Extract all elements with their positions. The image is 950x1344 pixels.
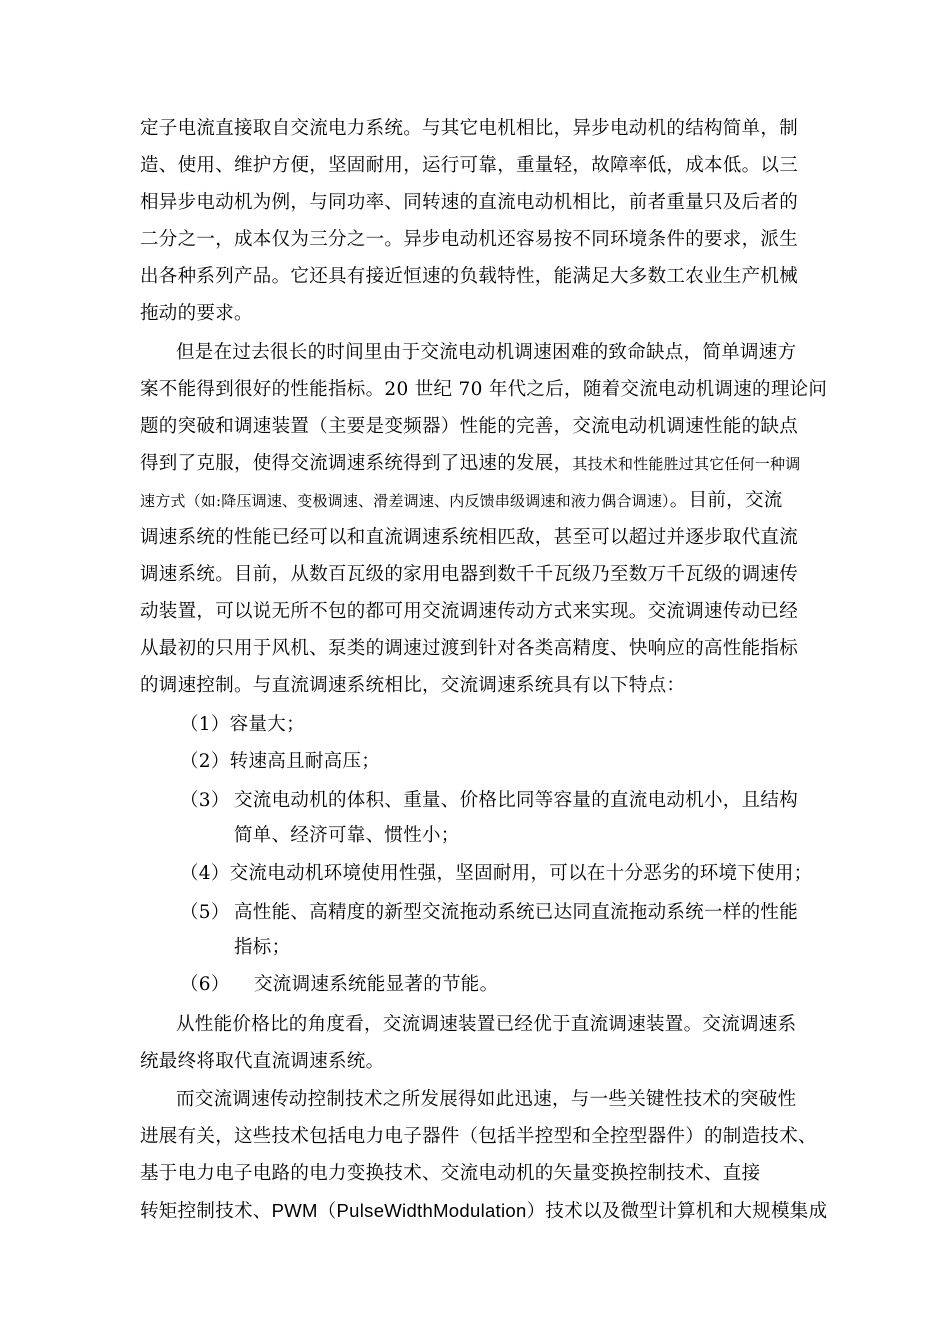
paragraph-2-line-1: 但是在过去很长的时间里由于交流电动机调速困难的致命缺点，简单调速方: [176, 342, 797, 363]
paragraph-2-line-6: 调速系统的性能已经可以和直流调速系统相匹敌，甚至可以超过并逐步取代直流: [140, 527, 799, 548]
feature-item-3-line-1: 交流电动机的体积、重量、价格比同等容量的直流电动机小，且结构: [234, 790, 799, 811]
paragraph-2-line-2: 案不能得到很好的性能指标。20 世纪 70 年代之后，随着交流电动机调速的理论问: [140, 379, 828, 400]
paragraph-3-line-2: 统最终将取代直流调速系统。: [140, 1051, 385, 1072]
paragraph-4-line-4: [140, 1196, 827, 1226]
feature-item-6-text: 交流调速系统能显著的节能。: [254, 974, 499, 995]
paragraph-2-line-8: 动装置，可以说无所不包的都可用交流调速传动方式来实现。交流调速传动已经: [140, 601, 799, 622]
feature-item-5-number: （5）: [180, 902, 230, 923]
paragraph-2-line-5-small: 速方式（如:降压调速、变极调速、滑差调速、内反馈串级调速和液力偶合调速）: [140, 492, 670, 510]
paragraph-2-line-10: 的调速控制。与直流调速系统相比，交流调速系统具有以下特点：: [140, 675, 686, 696]
paragraph-4-line-3: 基于电力电子电路的电力变换技术、交流电动机的矢量变换控制技术、直接: [140, 1163, 761, 1184]
paragraph-1-line-3: 相异步电动机为例，与同功率、同转速的直流电动机相比，前者重量只及后者的: [140, 192, 799, 213]
feature-item-5-line-1: 高性能、高精度的新型交流拖动系统已达同直流拖动系统一样的性能: [234, 902, 799, 923]
paragraph-1-line-4: 二分之一，成本仅为三分之一。异步电动机还容易按不同环境条件的要求，派生: [140, 229, 799, 250]
feature-item-5-line-2: 指标；: [234, 937, 291, 958]
paragraph-4-line-1: 而交流调速传动控制技术之所发展得如此迅速，与一些关键性技术的突破性: [176, 1089, 797, 1110]
paragraph-2-line-4-main: 得到了克服，使得交流调速系统得到了迅速的发展，: [140, 453, 573, 474]
paragraph-2-line-9: 从最初的只用于风机、泵类的调速过渡到针对各类高精度、快响应的高性能指标: [140, 638, 799, 659]
feature-item-6-number: （6）: [180, 974, 230, 995]
paragraph-1-line-1: 定子电流直接取自交流电力系统。与其它电机相比，异步电动机的结构简单，制: [140, 118, 799, 139]
feature-item-4: （4）交流电动机环境使用性强，坚固耐用，可以在十分恶劣的环境下使用；: [180, 863, 813, 884]
feature-item-1: （1）容量大；: [180, 714, 305, 735]
paragraph-3-line-1: 从性能价格比的角度看，交流调速装置已经优于直流调速装置。交流调速系: [176, 1014, 797, 1035]
paragraph-1-line-2: 造、使用、维护方便，坚固耐用，运行可靠，重量轻，故障率低，成本低。以三: [140, 155, 799, 176]
paragraph-2-line-4: [140, 449, 800, 479]
paragraph-2-line-7: 调速系统。目前，从数百瓦级的家用电器到数千千瓦级乃至数万千瓦级的调速传: [140, 564, 799, 585]
feature-item-3-number: （3）: [180, 790, 230, 811]
paragraph-4-line-2: 进展有关，这些技术包括电力电子器件（包括半控型和全控型器件）的制造技术、: [140, 1126, 817, 1147]
feature-item-2: （2）转速高且耐高压；: [180, 751, 381, 772]
feature-item-3-line-2: 简单、经济可靠、惯性小；: [234, 825, 460, 846]
paragraph-1-line-6: 拖动的要求。: [140, 303, 253, 324]
paragraph-4-line-4-part-c: 技术以及微型计算机和大规模集成: [545, 1201, 828, 1222]
paragraph-2-line-3: 题的突破和调速装置（主要是变频器）性能的完善，交流电动机调速性能的缺点: [140, 416, 799, 437]
paragraph-2-line-5: [140, 486, 783, 516]
paragraph-4-line-4-part-b: PWM（PulseWidthModulation）: [271, 1200, 546, 1221]
paragraph-1-line-5: 出各种系列产品。它还具有接近恒速的负载特性，能满足大多数工农业生产机械: [140, 266, 799, 287]
paragraph-2-line-4-small: 其技术和性能胜过其它任何一种调: [572, 455, 801, 473]
paragraph-2-line-5-main: 。目前，交流: [669, 490, 783, 511]
paragraph-4-line-4-part-a: 转矩控制技术、: [140, 1201, 272, 1222]
